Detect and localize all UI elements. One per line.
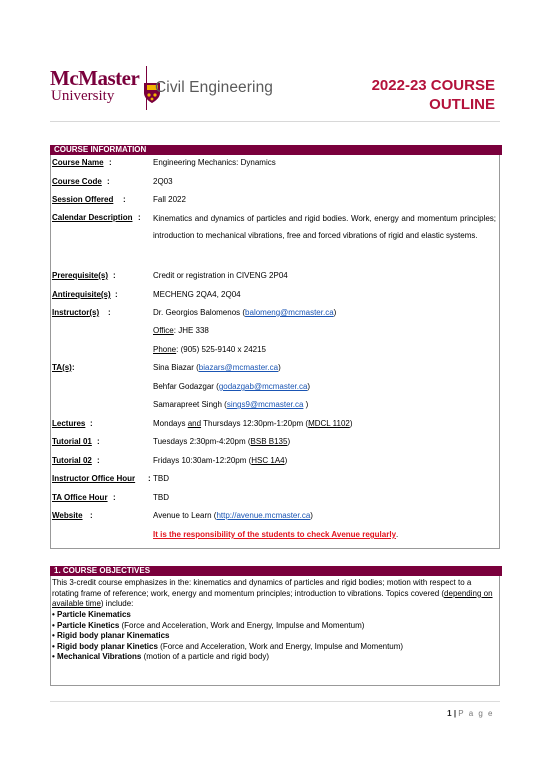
ta-label: TA(s) <box>52 363 72 372</box>
tutorial-01-label: Tutorial 01 <box>52 437 92 446</box>
instructor-name: Dr. Georgios Balomenos ( <box>153 308 246 317</box>
ta3-email-link[interactable]: sings9@mcmaster.ca <box>226 400 304 409</box>
department-name: Civil Engineering <box>155 79 274 96</box>
page-number <box>447 709 494 718</box>
objective-item-1: • Particle Kinematics <box>52 610 131 619</box>
lectures-time: Thursdays 12:30pm-1:20pm ( <box>201 419 309 428</box>
logo-wordmark-line1: McMaster <box>50 66 140 90</box>
course-objectives-heading: 1. COURSE OBJECTIVES <box>50 566 502 576</box>
objective-item-5: • Mechanical Vibrations (motion of a particle and rigid body) <box>52 652 269 661</box>
ta1-name: Sina Biazar ( <box>153 363 199 372</box>
ta2-email-link[interactable]: godazgab@mcmaster.ca <box>218 382 308 391</box>
prerequisite-value: Credit or registration in CIVENG 2P04 <box>153 271 288 280</box>
website-close-paren: ) <box>310 511 313 520</box>
phone-value: : (905) 525-9140 x 24215 <box>176 345 266 354</box>
ta3-name: Samarapreet Singh ( <box>153 400 227 409</box>
ta-office-hour-value: TBD <box>153 493 169 502</box>
ta2-name: Behfar Godazgar ( <box>153 382 219 391</box>
page-number-value: 1 <box>447 709 452 718</box>
header-rule <box>50 121 500 122</box>
objectives-intro-end: ) include: <box>100 599 134 608</box>
antirequisite-value: MECHENG 2QA4, 2Q04 <box>153 290 241 299</box>
document-title-line1: 2022-23 COURSE <box>371 77 495 94</box>
lectures-and: and <box>187 419 202 428</box>
document-title-line2: OUTLINE <box>429 96 495 113</box>
course-name-label: Course Name <box>52 158 104 167</box>
tutorial-02-time: Fridays 10:30am-12:20pm ( <box>153 456 252 465</box>
lectures-label: Lectures <box>52 419 86 428</box>
tutorial-02-close-paren: ) <box>284 456 288 465</box>
instructor-office-hour-value: TBD <box>153 474 169 483</box>
calendar-value: Kinematics and dynamics of particles and rigid bodies. Work, energy and momentum principles; introduction to mechanical vibrations, free and forced vibrations of rigid and elastic systems. <box>153 214 496 240</box>
logo-wordmark-line2: University <box>51 88 115 104</box>
office-value: : JHE 338 <box>173 326 209 335</box>
website-name: Avenue to Learn ( <box>153 511 217 520</box>
calendar-label: Calendar Description <box>52 213 133 222</box>
session-label: Session Offered <box>52 195 114 204</box>
instructor-office-hour-label: Instructor Office Hour <box>52 474 136 483</box>
course-information-heading: COURSE INFORMATION <box>50 145 502 155</box>
ta1-email-link[interactable]: biazars@mcmaster.ca <box>198 363 279 372</box>
document-title <box>372 76 495 114</box>
session-value: Fall 2022 <box>153 195 186 204</box>
tutorial-01-room: BSB B135 <box>250 437 288 446</box>
course-objectives-intro <box>52 578 496 610</box>
course-code-value: 2Q03 <box>153 177 173 186</box>
lectures-days: Mondays <box>153 419 188 428</box>
ta-office-hour-label: TA Office Hour <box>52 493 108 502</box>
instructor-close-paren: ) <box>333 308 337 317</box>
objective-item-4: • Rigid body planar Kinetics (Force and Acceleration, Work and Energy, Impulse and Momentum) <box>52 641 404 651</box>
instructor-email-link[interactable]: balomeng@mcmaster.ca <box>245 308 334 317</box>
phone-label: Phone <box>153 345 177 354</box>
ta3-close-paren: ) <box>303 400 309 409</box>
logo-divider <box>146 66 147 110</box>
office-label: Office <box>153 326 174 335</box>
tutorial-02-label: Tutorial 02 <box>52 456 92 465</box>
objective-item-3: • Rigid body planar Kinematics <box>52 631 170 640</box>
antirequisite-label: Antirequisite(s) <box>52 290 111 299</box>
page-number-separator: | <box>451 709 459 718</box>
footer-rule <box>50 701 500 702</box>
website-link[interactable]: http://avenue.mcmaster.ca <box>216 511 311 520</box>
course-name-value: Engineering Mechanics: Dynamics <box>153 158 276 167</box>
prerequisite-label: Prerequisite(s) <box>52 271 109 280</box>
warning-period: . <box>396 530 399 539</box>
website-label: Website <box>52 511 83 520</box>
instructor-label: Instructor(s) <box>52 308 100 317</box>
course-outline-page: McMaster University Civil Engineering 2022-23 COURSE OUTLINE COURSE INFORMATION Course Name : Engineering Mechanics: Dynamics Course Code : 2Q03 Session Offered : Fall 2022 Calendar Description : Kinematics and dynamics of particles and rigid bodies. Work, energy and momentum principles; introduction to mechanical vibrations, free and forced vibrations of rigid and elastic systems. Prerequisite(s) : Credit or registration in CIVENG 2P04 Antirequisite(s) : MECHENG 2QA4, 2Q04 Instructor(s) : Dr. Georgios Balomenos (balomeng@mcmaster.ca) Office: JHE 338 Phone: (905) 525-9140 x 24215 TA(s) : Sina Biazar (biazars@mcmaster.ca) Behfar Godazgar (godazgab@mcmaster.ca) Samarapreet Singh (sings9@mcmaster.ca ) Lectures : Mondays and Thursdays 12:30pm-1:20pm (MDCL 1102) Tutorial 01 : Tuesdays 2:30pm-4:20pm (BSB B135) Tutorial 02 : Fridays 10:30am-12:20pm (HSC 1A4) Instructor Office Hour : TBD TA Office Hour : TBD Website : Avenue to Learn (http://avenue.mcmaster.ca) It is the responsibility of the students to check Avenue regularly. 1. COURSE OBJECTIVES This 3-credit course emphasizes in the: kinematics and dynamics of particles and rigid bodies; motion with respect to a rotating frame of reference; work, energy and momentum principles; introduction to vibrations. Topics covered (depending on available time) include: • Particle Kinematics • Particle Kinetics (Force and Acceleration, Work and Energy, Impulse and Momentum) • Rigid body planar Kinematics • Rigid body planar Kinetics (Force and Acceleration, Work and Energy, Impulse and Momentum) • Mechanical Vibrations (motion of a particle and rigid body) 1 | P a g e <box>0 0 550 777</box>
lectures-close-paren: ) <box>349 419 353 428</box>
objective-item-2: • Particle Kinetics (Force and Acceleration, Work and Energy, Impulse and Momentum) <box>52 620 365 630</box>
objectives-time-note: depending on available time <box>52 588 493 608</box>
course-code-label: Course Code <box>52 177 102 186</box>
objectives-intro-text: This 3-credit course emphasizes in the: kinematics and dynamics of particles and rigid bodies; motion with respect to a rotating frame of reference; work, energy and momentum principles; introduction to vibrations. Topics covered ( <box>52 578 472 598</box>
ta1-close-paren: ) <box>278 363 281 372</box>
avenue-warning: It is the responsibility of the students to check Avenue regularly <box>153 530 397 539</box>
tutorial-02-room: HSC 1A4 <box>251 456 285 465</box>
page-word: P a g e <box>458 709 494 718</box>
tutorial-01-close-paren: ) <box>287 437 291 446</box>
tutorial-01-time: Tuesdays 2:30pm-4:20pm ( <box>153 437 251 446</box>
lectures-room: MDCL 1102 <box>308 419 350 428</box>
ta2-close-paren: ) <box>307 382 311 391</box>
